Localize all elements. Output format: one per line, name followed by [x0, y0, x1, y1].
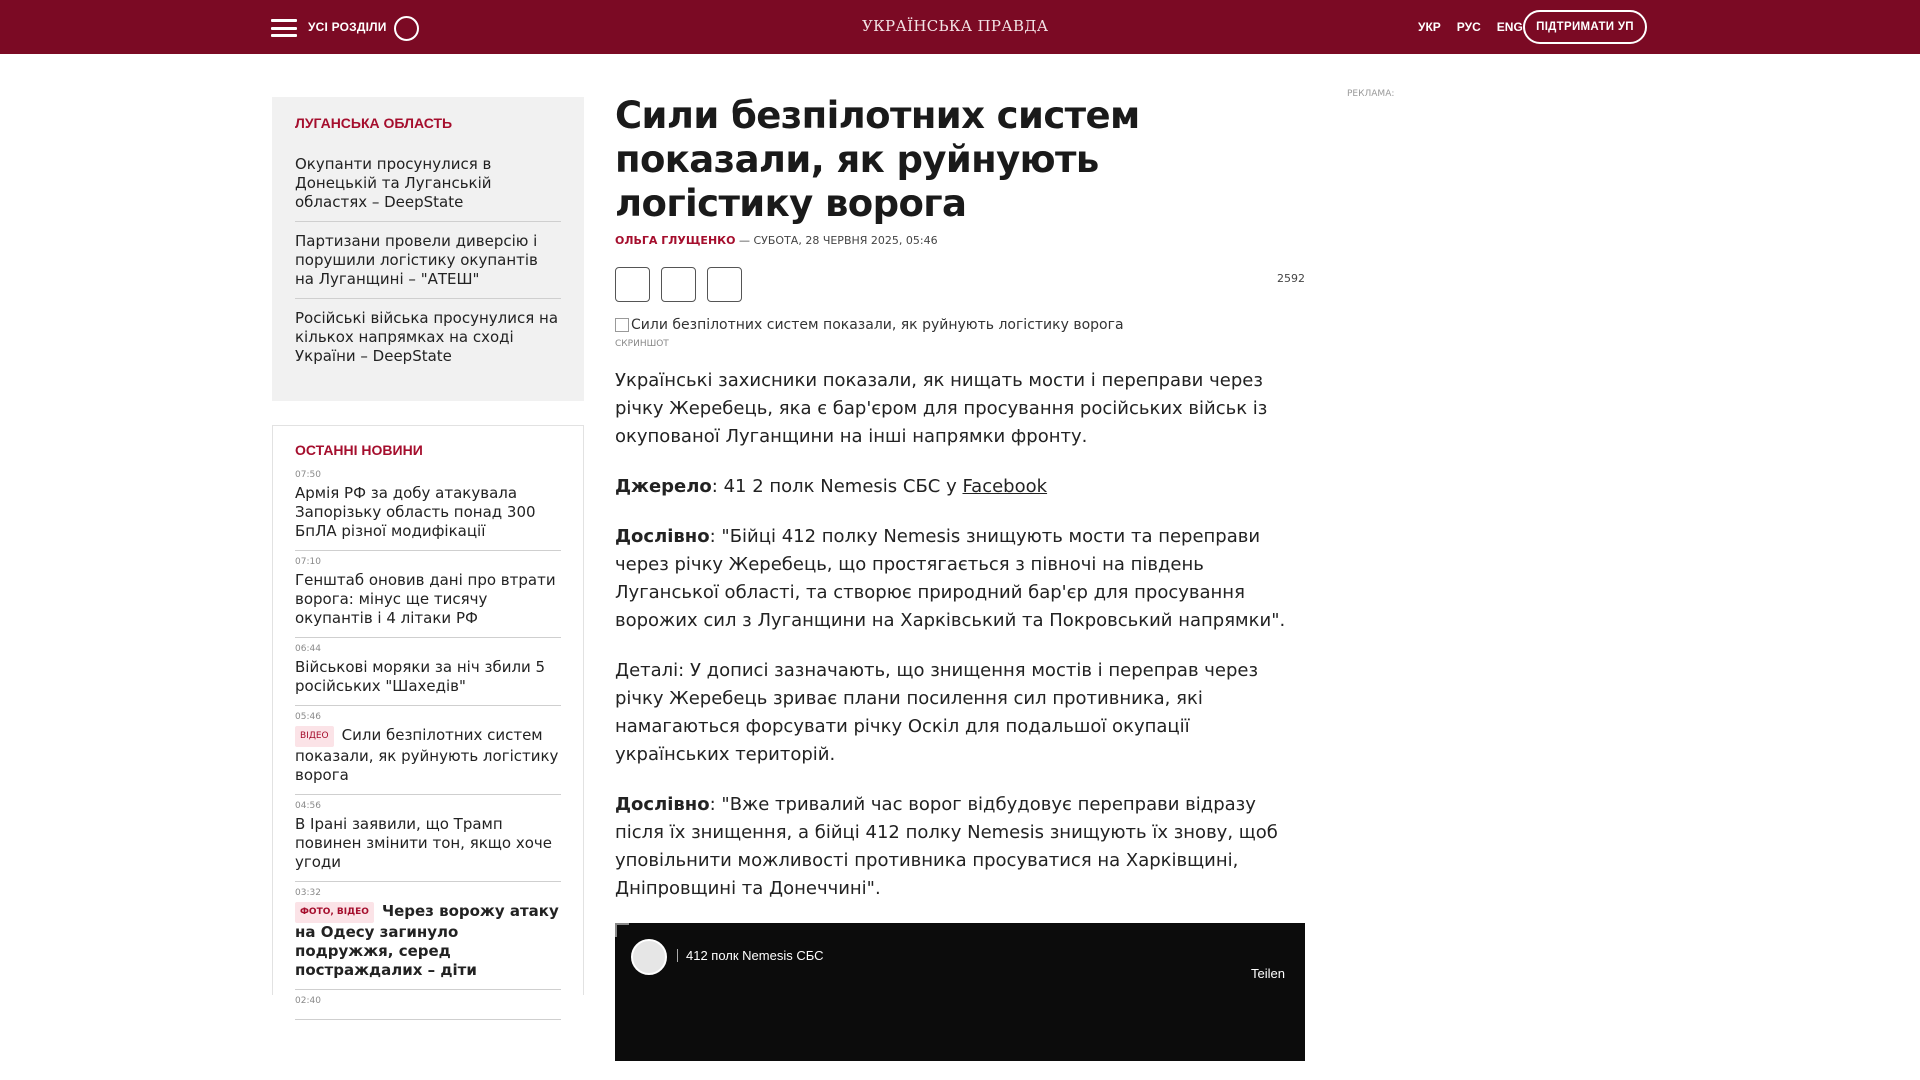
news-time: 07:50: [295, 470, 321, 480]
quote-paragraph: [615, 523, 1305, 635]
byline: [615, 234, 1305, 247]
region-news-item[interactable]: Російські війська просунулися на кількох напрямках на сході України – DeepState: [295, 309, 559, 365]
quote-text: : "Вже тривалий час ворог відбудовує переправи відразу після їх знищення, а бійці 412 полку Nemesis знищують їх знову, щоб уповільнити можливості противника просуватися на Харківщині, Дніпровщині та Донеччині".: [615, 794, 1278, 899]
article: [615, 94, 1305, 1061]
list-item[interactable]: [295, 638, 561, 706]
facebook-share-icon[interactable]: [615, 267, 650, 302]
video-title[interactable]: 412 полк Nemesis СБС: [677, 949, 824, 962]
news-time: 05:46: [295, 712, 321, 722]
search-icon[interactable]: [394, 16, 419, 41]
news-headline-wrap[interactable]: [295, 726, 561, 785]
region-news-item[interactable]: Партизани провели диверсію і порушили логістику окупантів на Луганщині – "АТЕШ": [295, 222, 561, 299]
author-link[interactable]: ОЛЬГА ГЛУЩЕНКО: [615, 234, 736, 247]
article-paragraph: Українські захисники показали, як нищать мости і переправи через річку Жеребець, яка є бар'єром для просування російських військ із окупованої Луганщини на інші напрямки фронту.: [615, 370, 1268, 447]
image-caption: СКРИНШОТ: [615, 339, 669, 349]
news-time: 02:40: [295, 996, 321, 1006]
image-alt-text: Сили безпілотних систем показали, як руйнують логістику ворога: [631, 317, 1124, 333]
list-item[interactable]: [295, 795, 561, 882]
source-label: Джерело: [615, 476, 712, 497]
list-item[interactable]: [295, 551, 561, 638]
latest-news-box: [272, 425, 584, 1006]
ad-label: РЕКЛАМА:: [1347, 89, 1395, 99]
video-tag: ВІДЕО: [295, 726, 334, 747]
lang-rus[interactable]: РУС: [1456, 20, 1481, 34]
views-count: 2592: [1277, 272, 1305, 285]
news-headline[interactable]: Армія РФ за добу атакувала Запорізьку область понад 300 БпЛА різної модифікації: [295, 484, 536, 540]
news-headline[interactable]: Сили безпілотних систем показали, як руйнують логістику ворога: [295, 726, 559, 784]
details-paragraph: Деталі: У дописі зазначають, що знищення мостів і переправ через річку Жеребець зриває плани посилення сил противника, які намагаються форсувати річку Оскіл для подальшої окупації українських територій.: [615, 660, 1259, 765]
region-news-item[interactable]: Окупанти просунулися в Донецькій та Луганській областях – DeepState: [295, 145, 561, 222]
twitter-share-icon[interactable]: [661, 267, 696, 302]
support-button[interactable]: ПІДТРИМАТИ УП: [1523, 10, 1647, 44]
list-item[interactable]: [295, 990, 561, 1020]
news-headline[interactable]: Через ворожу атаку на Одесу загинуло подружжя, серед постраждалих – діти: [295, 902, 559, 979]
quote-text: : "Бійці 412 полку Nemesis знищують мости та переправи через річку Жеребець, що простягається з півночі на південь Луганської області, та створює природний бар'єр для просування ворожих сил з Луганщини на Харківський та Покровський напрямки".: [615, 526, 1286, 631]
menu-icon[interactable]: [271, 19, 297, 37]
news-time: 07:10: [295, 557, 321, 567]
language-switcher: [1418, 20, 1523, 34]
list-item[interactable]: [295, 464, 561, 551]
latest-news-title[interactable]: ОСТАННІ НОВИНИ: [295, 442, 423, 458]
share-row: [615, 267, 1305, 303]
news-headline-wrap[interactable]: [295, 902, 561, 980]
broken-image-icon: [615, 923, 629, 937]
lang-ukr[interactable]: УКР: [1418, 20, 1441, 34]
quote-paragraph: [615, 791, 1305, 903]
list-item[interactable]: [295, 882, 561, 990]
source-text: : 41 2 полк Nemesis СБС у: [711, 476, 963, 497]
avatar[interactable]: [631, 939, 667, 975]
site-logo[interactable]: УКРАЇНСЬКА ПРАВДА: [862, 17, 1049, 35]
embedded-video[interactable]: [615, 923, 1305, 1061]
region-title[interactable]: ЛУГАНСЬКА ОБЛАСТЬ: [295, 115, 453, 131]
byline-dash: —: [735, 234, 754, 247]
top-navigation-bar: [0, 0, 1920, 54]
broken-image-icon: [615, 318, 629, 332]
telegram-share-icon[interactable]: [707, 267, 742, 302]
article-headline: Сили безпілотних систем показали, як руйнують логістику ворога: [615, 94, 1140, 225]
quote-label: Дослівно: [615, 526, 710, 547]
publish-date: СУБОТА, 28 ЧЕРВНЯ 2025, 05:46: [753, 234, 938, 247]
quote-label: Дослівно: [615, 794, 710, 815]
facebook-link[interactable]: Facebook: [962, 476, 1048, 497]
news-headline[interactable]: В Ірані заявили, що Трамп повинен змінити тон, якщо хоче угоди: [295, 815, 553, 871]
lang-eng[interactable]: ENG: [1496, 20, 1523, 34]
all-sections-link[interactable]: УСІ РОЗДІЛИ: [308, 20, 387, 34]
news-time: 03:32: [295, 888, 321, 898]
list-item[interactable]: [295, 706, 561, 795]
news-headline[interactable]: Генштаб оновив дані про втрати ворога: мінус ще тисячу окупантів і 4 літаки РФ: [295, 571, 556, 627]
news-headline[interactable]: Військові моряки за ніч збили 5 російських "Шахедів": [295, 658, 546, 695]
news-time: 06:44: [295, 644, 321, 654]
video-share-button[interactable]: Teilen: [1251, 966, 1285, 981]
news-time: 04:56: [295, 801, 321, 811]
article-image: [615, 317, 1305, 333]
source-paragraph: [615, 473, 1305, 501]
photo-video-tag: ФОТО, ВІДЕО: [295, 902, 374, 923]
region-news-box: [272, 97, 584, 401]
